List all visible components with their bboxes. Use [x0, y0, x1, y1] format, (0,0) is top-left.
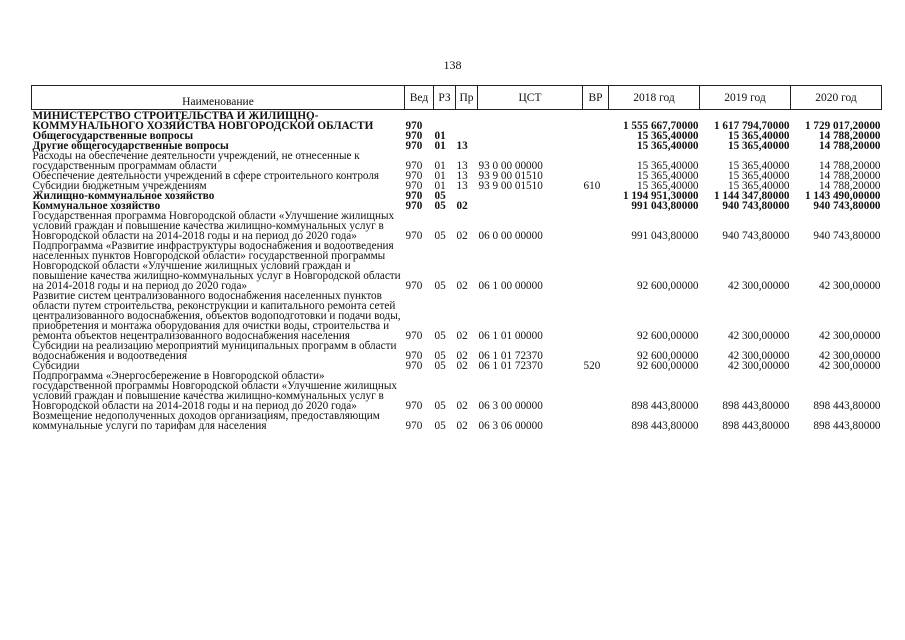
cell-ved: 970: [405, 170, 423, 182]
cell-ved: 970: [405, 140, 423, 152]
cell-vr: [583, 291, 609, 341]
cell-ved: 970: [405, 350, 423, 362]
cell-name: Расходы на обеспечение деятельности учреждений, не отнесенные к государственным программам области: [32, 150, 360, 172]
cell-2019: 15 365,40000: [727, 160, 790, 172]
cell-2020: 14 788,20000: [818, 140, 881, 152]
cell-vr: [583, 151, 609, 171]
cell-ved: 970: [405, 400, 423, 412]
cell-2018: 15 365,40000: [636, 180, 699, 192]
cell-2020: 42 300,00000: [818, 330, 881, 342]
cell-name: Общегосударственные вопросы: [32, 130, 194, 142]
header-pr: Пр: [456, 86, 478, 110]
cell-2019: 940 743,80000: [722, 200, 790, 212]
cell-rz: 01: [434, 140, 446, 152]
header-2020: 2020 год: [791, 86, 882, 110]
cell-vr: [583, 141, 609, 151]
table-row: [32, 411, 882, 431]
cell-pr: 13: [456, 180, 468, 192]
cell-cst: [478, 141, 583, 151]
table-body: [32, 110, 882, 432]
cell-pr: 02: [456, 280, 468, 292]
cell-vr: [583, 341, 609, 361]
cell-2019: 42 300,00000: [727, 360, 790, 372]
cell-2019: 15 365,40000: [727, 170, 790, 182]
cell-2019: 42 300,00000: [727, 280, 790, 292]
cell-2020: 898 443,80000: [813, 420, 881, 432]
cell-ved: 970: [405, 200, 423, 212]
table-row: [32, 211, 882, 241]
cell-2020: 14 788,20000: [818, 180, 881, 192]
cell-2020: 42 300,00000: [818, 360, 881, 372]
cell-2020: 42 300,00000: [818, 350, 881, 362]
cell-cst: 06 3 06 00000: [478, 420, 543, 432]
table-row: [32, 371, 882, 411]
cell-name: Субсидии: [32, 360, 80, 372]
cell-2018: 15 365,40000: [636, 130, 699, 142]
cell-cst: 93 9 00 01510: [478, 170, 543, 182]
header-vr: ВР: [583, 86, 609, 110]
cell-2018: 15 365,40000: [636, 140, 699, 152]
cell-cst: 06 1 01 72370: [478, 350, 543, 362]
cell-cst: 06 1 01 72370: [478, 360, 543, 372]
cell-rz: 01: [434, 180, 446, 192]
cell-pr: 02: [456, 420, 468, 432]
cell-cst: [478, 131, 583, 141]
cell-name: МИНИСТЕРСТВО СТРОИТЕЛЬСТВА И ЖИЛИЩНО-КОММУНАЛЬНОГО ХОЗЯЙСТВА НОВГОРОДСКОЙ ОБЛАСТИ: [32, 110, 374, 132]
cell-cst: 06 0 00 00000: [478, 230, 543, 242]
cell-2020: 14 788,20000: [818, 130, 881, 142]
cell-cst: 06 3 00 00000: [478, 400, 543, 412]
cell-2018: 15 365,40000: [636, 160, 699, 172]
cell-rz: 01: [434, 160, 446, 172]
cell-2018: 92 600,00000: [636, 280, 699, 292]
cell-ved: 970: [405, 130, 423, 142]
cell-name: Субсидии на реализацию мероприятий муниципальных программ в области водоснабжения и водоотведения: [32, 340, 397, 362]
cell-2018: 92 600,00000: [636, 360, 699, 372]
cell-2019: 15 365,40000: [727, 180, 790, 192]
cell-2020: 14 788,20000: [818, 160, 881, 172]
cell-ved: 970: [405, 230, 423, 242]
cell-ved: 970: [405, 190, 423, 202]
cell-pr: 13: [456, 170, 468, 182]
cell-cst: [478, 191, 583, 201]
cell-pr: 02: [456, 330, 468, 342]
cell-vr: 610: [583, 180, 601, 192]
cell-rz: 05: [434, 400, 446, 412]
cell-rz: 01: [434, 170, 446, 182]
table-row: [32, 110, 882, 132]
cell-2018: 898 443,80000: [631, 400, 699, 412]
cell-2018: 1 555 667,70000: [622, 120, 699, 132]
cell-name: Другие общегосударственные вопросы: [32, 140, 229, 152]
cell-vr: [583, 191, 609, 201]
cell-2020: 42 300,00000: [818, 280, 881, 292]
cell-ved: 970: [405, 420, 423, 432]
cell-2019: 940 743,80000: [722, 230, 790, 242]
cell-cst: 06 1 00 00000: [478, 280, 543, 292]
cell-pr: 02: [456, 200, 468, 212]
table-row: [32, 241, 882, 291]
cell-2018: 1 194 951,30000: [622, 190, 699, 202]
cell-2018: 898 443,80000: [631, 420, 699, 432]
cell-ved: 970: [405, 160, 423, 172]
table-row: [32, 341, 882, 361]
cell-ved: 970: [405, 120, 423, 132]
cell-2020: 940 743,80000: [813, 200, 881, 212]
table-row: [32, 291, 882, 341]
cell-rz: 05: [434, 420, 446, 432]
cell-2018: 15 365,40000: [636, 170, 699, 182]
cell-2018: 92 600,00000: [636, 350, 699, 362]
cell-vr: [583, 110, 609, 132]
cell-rz: 05: [434, 280, 446, 292]
cell-2019: 15 365,40000: [727, 140, 790, 152]
cell-pr: 02: [456, 360, 468, 372]
cell-2019: 898 443,80000: [722, 400, 790, 412]
cell-rz: 05: [434, 330, 446, 342]
cell-2018: 92 600,00000: [636, 330, 699, 342]
cell-ved: 970: [405, 180, 423, 192]
header-name: Наименование: [32, 86, 405, 110]
cell-name: Возмещение недополученных доходов организациям, предоставляющим коммунальные услуги по тарифам для населения: [32, 410, 380, 432]
cell-2020: 1 143 490,00000: [804, 190, 881, 202]
cell-vr: [583, 411, 609, 431]
cell-name: Подпрограмма «Развитие инфраструктуры водоснабжения и водоотведения населенных пунктов Новгородской области» государственной программы Новгородской области «Улучшение жилищных условий граждан и повышение качества жилищно-коммунальных услуг в Новгородской области на 2014-2018 годы и на период до 2020 года»: [32, 240, 401, 292]
cell-2019: 42 300,00000: [727, 350, 790, 362]
header-ved: Вед: [405, 86, 434, 110]
budget-table: [31, 85, 882, 431]
cell-rz: 05: [434, 350, 446, 362]
table-row: [32, 151, 882, 171]
cell-rz: 05: [434, 360, 446, 372]
cell-cst: [478, 201, 583, 211]
header-cst: ЦСТ: [478, 86, 583, 110]
cell-2019: 1 617 794,70000: [713, 120, 790, 132]
header-rz: РЗ: [434, 86, 456, 110]
cell-rz: 05: [434, 200, 446, 212]
cell-ved: 970: [405, 360, 423, 372]
cell-vr: [583, 211, 609, 241]
cell-name: Жилищно-коммунальное хозяйство: [32, 190, 215, 202]
cell-name: Коммунальное хозяйство: [32, 200, 161, 212]
cell-vr: [583, 201, 609, 211]
cell-cst: 06 1 01 00000: [478, 330, 543, 342]
cell-name: Подпрограмма «Энергосбережение в Новгородской области» государственной программы Новгородской области «Улучшение жилищных условий граждан и повышение качества жилищно-коммунальных услуг в Новгородской области на 2014-2018 годы и на период до 2020 года»: [32, 370, 398, 412]
cell-pr: [456, 110, 478, 132]
cell-pr: 13: [456, 140, 468, 152]
cell-rz: 05: [434, 230, 446, 242]
cell-vr: [583, 241, 609, 291]
cell-pr: 02: [456, 230, 468, 242]
cell-2019: 42 300,00000: [727, 330, 790, 342]
cell-vr: [583, 131, 609, 141]
cell-2018: 991 043,80000: [631, 230, 699, 242]
header-2019: 2019 год: [700, 86, 791, 110]
page-number: 138: [443, 58, 462, 72]
cell-cst: 93 0 00 00000: [478, 160, 543, 172]
cell-rz: [434, 110, 456, 132]
cell-2020: 14 788,20000: [818, 170, 881, 182]
cell-vr: 520: [583, 360, 601, 372]
cell-vr: [583, 371, 609, 411]
cell-2018: 991 043,80000: [631, 200, 699, 212]
cell-2019: 898 443,80000: [722, 420, 790, 432]
cell-name: Обеспечение деятельности учреждений в сфере строительного контроля: [32, 170, 380, 182]
cell-2020: 898 443,80000: [813, 400, 881, 412]
cell-cst: [478, 110, 583, 132]
table-header-row: [32, 86, 882, 110]
cell-rz: 01: [434, 130, 446, 142]
cell-cst: 93 9 00 01510: [478, 180, 543, 192]
cell-2020: 1 729 017,20000: [804, 120, 881, 132]
cell-pr: 02: [456, 350, 468, 362]
cell-pr: 02: [456, 400, 468, 412]
header-2018: 2018 год: [609, 86, 700, 110]
cell-name: Субсидии бюджетным учреждениям: [32, 180, 207, 192]
cell-ved: 970: [405, 330, 423, 342]
cell-2020: 940 743,80000: [813, 230, 881, 242]
cell-name: Государственная программа Новгородской области «Улучшение жилищных условий граждан и повышение качества жилищно-коммунальных услуг в Новгородской области на 2014-2018 годы и на период до 2020 года»: [32, 210, 395, 242]
cell-2019: 1 144 347,80000: [713, 190, 790, 202]
cell-name: Развитие систем централизованного водоснабжения населенных пунктов области путем строительства, реконструкции и капитального ремонта сетей централизованного водоснабжения, объектов водоподготовки и подачи воды, приобретения и монтажа оборудования для очистки воды, строительства и ремонта объектов нецентрализованного водоснабжения населения: [32, 290, 401, 342]
cell-ved: 970: [405, 280, 423, 292]
cell-rz: 05: [434, 190, 446, 202]
cell-2019: 15 365,40000: [727, 130, 790, 142]
cell-pr: 13: [456, 160, 468, 172]
